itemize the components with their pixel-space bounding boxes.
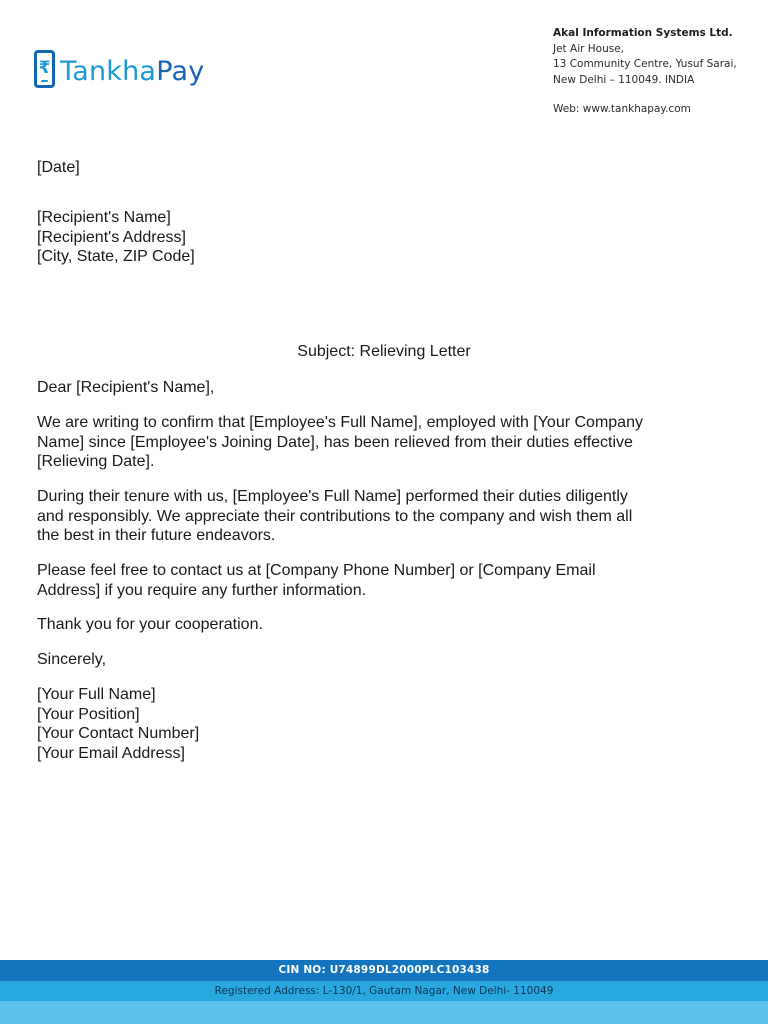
address-line: 13 Community Centre, Yusuf Sarai, [553, 58, 737, 70]
registered-address-band: Registered Address: L-130/1, Gautam Nagar, New Delhi- 110049 [0, 981, 768, 1001]
tankhapay-logo [34, 47, 204, 91]
closing-text: Sincerely, [37, 651, 107, 668]
letter-date [37, 158, 737, 178]
company-address-block [553, 26, 758, 118]
phone-rupee-icon [34, 50, 55, 88]
recipient-block [37, 208, 737, 267]
paragraph-line: We are writing to confirm that [Employee's Full Name], employed with [Your Company [37, 414, 643, 431]
sender-contact-number: [Your Contact Number] [37, 725, 200, 742]
thanks-text: Thank you for your cooperation. [37, 616, 263, 633]
sender-block [37, 685, 737, 763]
recipient-city: [City, State, ZIP Code] [37, 248, 195, 265]
date-placeholder: [Date] [37, 159, 80, 176]
company-website: Web: www.tankhapay.com [553, 103, 691, 115]
paragraph-line: the best in their future endeavors. [37, 527, 276, 544]
paragraph-line: Address] if you require any further information. [37, 581, 367, 599]
thanks-line [37, 615, 737, 635]
address-line: New Delhi – 110049. INDIA [553, 73, 695, 86]
address-line: Jet Air House, [553, 42, 625, 55]
logo-wordmark [60, 55, 205, 87]
recipient-address: [Recipient's Address] [37, 228, 186, 246]
logo-text-pay: Pay [156, 55, 205, 87]
salutation-line: Dear [Recipient's Name], [37, 379, 215, 396]
salutation [37, 378, 737, 398]
recipient-name: [Recipient's Name] [37, 209, 171, 226]
footer-decorative-band [0, 1001, 768, 1024]
paragraph-line: Please feel free to contact us at [Company Phone Number] or [Company Email [37, 562, 596, 579]
sender-name: [Your Full Name] [37, 686, 156, 703]
sender-email: [Your Email Address] [37, 744, 185, 762]
closing-line [37, 650, 737, 670]
paragraph-line: and responsibly. We appreciate their contributions to the company and wish them all [37, 507, 633, 525]
phone-button-icon [41, 80, 48, 82]
cin-band: CIN NO: U74899DL2000PLC103438 [0, 960, 768, 981]
paragraph-line: [Relieving Date]. [37, 453, 155, 470]
sender-position: [Your Position] [37, 705, 140, 723]
rupee-icon: ₹ [38, 57, 51, 78]
paragraph-tenure [37, 487, 737, 546]
company-name: Akal Information Systems Ltd. [553, 27, 733, 39]
letterhead-footer [0, 960, 768, 1024]
paragraph-line: Name] since [Employee's Joining Date], has been relieved from their duties effective [37, 433, 633, 451]
paragraph-contact [37, 561, 737, 600]
letter-subject [0, 342, 768, 362]
logo-text-tankha: Tankha [60, 55, 157, 87]
paragraph-confirmation [37, 413, 737, 472]
subject-line: Subject: Relieving Letter [297, 343, 471, 360]
paragraph-line: During their tenure with us, [Employee's Full Name] performed their duties diligently [37, 488, 628, 505]
